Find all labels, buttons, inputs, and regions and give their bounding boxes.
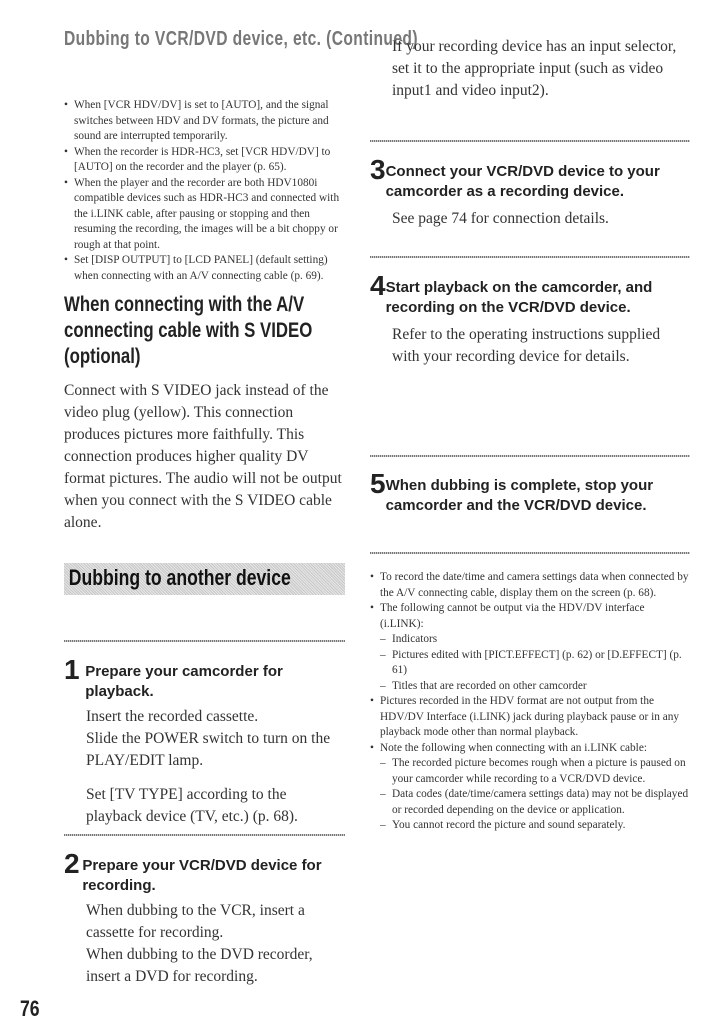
- divider: [370, 140, 690, 142]
- divider: [370, 552, 690, 554]
- input-selector-text: If your recording device has an input selector, set it to the appropriate input (such as video input1 and video input2).: [392, 38, 677, 99]
- notes-list: [370, 570, 690, 834]
- left-bullets: [64, 98, 344, 284]
- bullet: • When [VCR HDV/DV] is set to [AUTO], and the signal switches between HDV and DV formats, the picture and sound are interrupted temporarily.: [64, 98, 344, 145]
- step-text: Insert the recorded cassette.: [86, 708, 259, 725]
- step-5: [370, 470, 690, 516]
- note: • To record the date/time and camera settings data when connected by the A/V connecting cable, display them on the screen (p. 68).: [370, 570, 690, 601]
- note-sub: – Titles that are recorded on other camcorder: [370, 679, 690, 695]
- step-title: Prepare your camcorder for playback.: [85, 663, 283, 700]
- note: • Pictures recorded in the HDV format are not output from the HDV/DV Interface (i.LINK) jack during playback pause or in any playback mode other than normal playback.: [370, 694, 690, 741]
- note: • The following cannot be output via the HDV/DV interface (i.LINK):: [370, 601, 690, 632]
- step-text: When dubbing to the VCR, insert a cassette for recording.: [86, 902, 305, 941]
- bullet: • When the recorder is HDR-HC3, set [VCR HDV/DV] to [AUTO] on the recorder and the player (p. 65).: [64, 145, 344, 176]
- bullet: • Set [DISP OUTPUT] to [LCD PANEL] (default setting) when connecting with an A/V connecting cable (p. 69).: [64, 253, 344, 284]
- step-title: Prepare your VCR/DVD device for recording.: [82, 857, 322, 894]
- step-title: When dubbing is complete, stop your camcorder and the VCR/DVD device.: [385, 477, 654, 514]
- step-text: Refer to the operating instructions supplied with your recording device for details.: [392, 326, 661, 365]
- step-title: Start playback on the camcorder, and recording on the VCR/DVD device.: [385, 279, 653, 316]
- step-text: Slide the POWER switch to turn on the PLAY/EDIT lamp.: [86, 730, 331, 769]
- note-sub: – Data codes (date/time/camera settings data) may not be displayed or recorded depending on the device or application.: [370, 787, 690, 818]
- step-number: 2: [64, 848, 80, 879]
- note: • Note the following when connecting with an i.LINK cable:: [370, 741, 690, 757]
- section-heading: Dubbing to another device: [68, 565, 291, 590]
- divider: [64, 640, 345, 642]
- bullet: • When the player and the recorder are both HDV1080i compatible devices such as HDR-HC3 and connected with the i.LINK cable, after pausing or stopping and then resuming the recording, the images will be a bit choppy or rough at that point.: [64, 176, 344, 254]
- step-text: See page 74 for connection details.: [392, 210, 609, 227]
- note-sub: – Indicators: [370, 632, 690, 648]
- step-number: 4: [370, 270, 386, 301]
- page-number: 76: [20, 996, 40, 1021]
- svideo-text: Connect with S VIDEO jack instead of the video plug (yellow). This connection produces pictures more faithfully. This connection produces higher quality DV format pictures. The audio will not be output when you connect with the S VIDEO cable alone.: [64, 382, 342, 531]
- step-number: 5: [370, 468, 386, 499]
- note-sub: – Pictures edited with [PICT.EFFECT] (p. 62) or [D.EFFECT] (p. 61): [370, 648, 690, 679]
- step-2: [64, 850, 346, 988]
- step-title: Connect your VCR/DVD device to your camcorder as a recording device.: [385, 163, 660, 200]
- divider: [370, 455, 690, 457]
- note-sub: – You cannot record the picture and sound separately.: [370, 818, 690, 834]
- note-sub: – The recorded picture becomes rough when a picture is paused on your camcorder while recording to a VCR/DVD device.: [370, 756, 690, 787]
- step-1: [64, 656, 346, 828]
- step-4: [370, 272, 690, 368]
- svideo-heading: When connecting with the A/V connecting cable with S VIDEO (optional): [64, 293, 313, 368]
- step-number: 3: [370, 154, 386, 185]
- step-text: When dubbing to the DVD recorder, insert a DVD for recording.: [86, 946, 313, 985]
- step-3: [370, 156, 690, 230]
- section-band: [64, 563, 345, 595]
- step-text: Set [TV TYPE] according to the playback device (TV, etc.) (p. 68).: [86, 786, 298, 825]
- step-number: 1: [64, 654, 80, 685]
- divider: [370, 256, 690, 258]
- divider: [64, 834, 345, 836]
- page-title: Dubbing to VCR/DVD device, etc. (Continued): [64, 28, 418, 50]
